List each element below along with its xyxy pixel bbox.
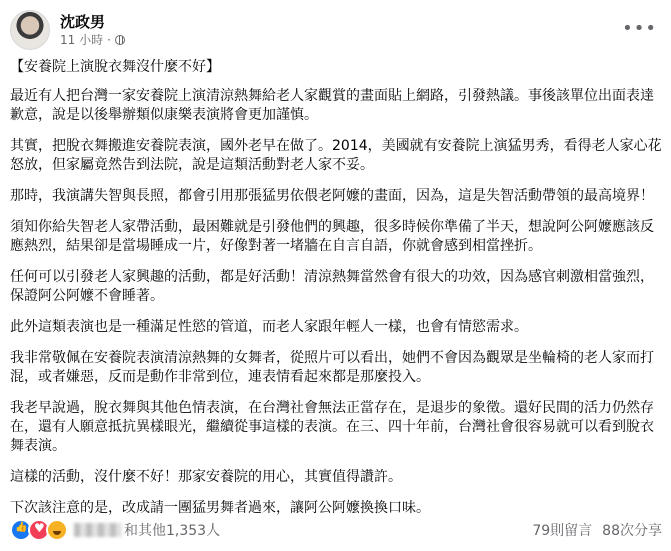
avatar[interactable] <box>10 10 50 50</box>
paragraph: 此外這類表演也是一種滿足性慾的管道，而老人家跟年輕人一樣，也會有情慾需求。 <box>10 319 528 335</box>
paragraph: 那時，我演講失智與長照，都會引用那張猛男依偎老阿嬤的畫面，因為，這是失智活動帶領的最高境界！ <box>10 188 654 204</box>
comments-count[interactable]: 79則留言 <box>532 523 593 539</box>
paragraph: 最近有人把台灣一家安養院上演清涼熱舞給老人家觀賞的畫面貼上網路，引發熱議。事後該單位出面表達歉意，說是以後舉辦類似康樂表演將會更加謹慎。 <box>10 88 654 123</box>
meta-separator: · <box>107 32 111 47</box>
paragraph: 任何可以引發老人家興趣的活動，都是好活動！清涼熱舞當然會有很大的功效，因為感官刺激相當強烈，保證阿公阿嬤不會睡著。 <box>10 269 654 304</box>
haha-reaction-icon <box>46 519 68 541</box>
post-title: 【安養院上演脫衣舞沒什麼不好】 <box>10 59 220 75</box>
engagement-counts <box>532 520 662 540</box>
reactions-text: 和其他1,353人 <box>124 523 221 539</box>
paragraph: 下次該注意的是，改成請一團猛男舞者過來，讓阿公阿嬤換換口味。 <box>10 500 430 516</box>
paragraph: 我非常敬佩在安養院表演清涼熱舞的女舞者，從照片可以看出，她們不會因為觀眾是坐輪椅的老人家而打混，或者嫌惡，反而是動作非常到位，連表情看起來都是那麼投入。 <box>10 350 654 385</box>
blurred-name <box>74 523 122 537</box>
post-footer <box>10 518 662 542</box>
paragraph: 我老早說過，脫衣舞與其他色情表演，在台灣社會無法正當存在，是退步的象徵。還好民間的活力仍然存在，還有人願意抵抗異樣眼光，繼續從事這樣的表演。在三、四十年前，台灣社會很容易就可以看到脫衣舞表演。 <box>10 400 654 454</box>
post-header <box>10 8 125 52</box>
author-block <box>60 13 125 48</box>
reactions-summary[interactable] <box>10 519 220 541</box>
shares-count[interactable]: 88次分享 <box>602 523 662 539</box>
post-content <box>10 58 662 530</box>
more-options-icon[interactable]: ••• <box>622 18 657 39</box>
paragraph: 其實，把脫衣舞搬進安養院表演，國外老早在做了。2014，美國就有安養院上演猛男秀，看得老人家心花怒放，但家屬竟然告到法院，說是這類活動對老人家不妥。 <box>10 138 662 173</box>
globe-icon <box>115 35 125 45</box>
paragraph: 須知你給失智老人家帶活動，最困難就是引發他們的興趣，很多時候你準備了半天，想說阿公阿嬤應該反應熱烈，結果卻是當場睡成一片，好像對著一堵牆在自言自語，你就會感到相當挫折。 <box>10 219 654 254</box>
post-meta <box>60 32 125 48</box>
post-time[interactable]: 11 小時 <box>60 32 104 47</box>
author-name[interactable]: 沈政男 <box>60 12 106 31</box>
paragraph: 這樣的活動，沒什麼不好！那家安養院的用心，其實值得讚許。 <box>10 469 402 485</box>
